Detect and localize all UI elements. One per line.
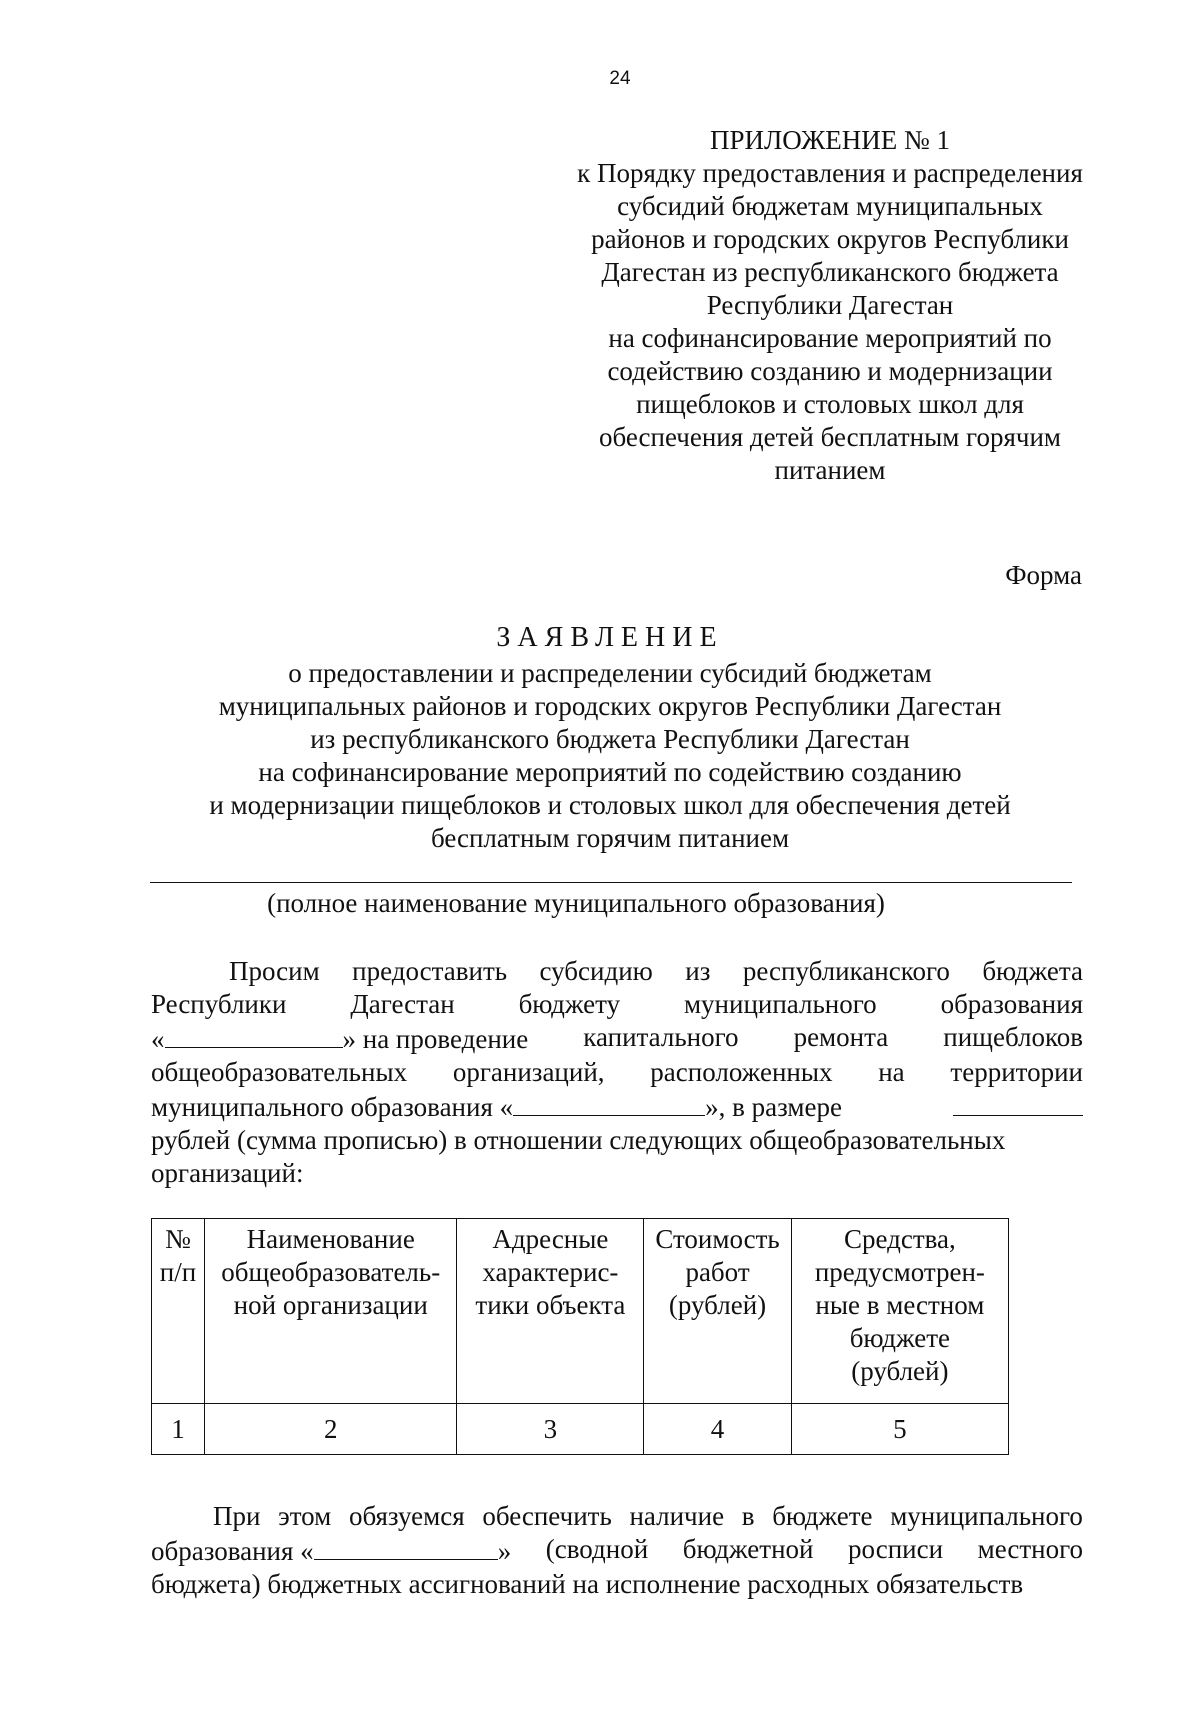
word: общеобразовательных [151, 1057, 408, 1087]
appendix-line: на софинансирование мероприятий по [608, 323, 1052, 353]
form-label: Форма [1005, 560, 1082, 590]
municipality-blank-1[interactable] [165, 1021, 343, 1048]
municipality-blank-2[interactable] [513, 1089, 705, 1116]
table-cell: 5 [791, 1404, 1008, 1455]
word: бюджетной [682, 1534, 814, 1564]
paragraph-line [151, 1533, 1083, 1568]
word-group [151, 1021, 528, 1056]
word: капитального [583, 1022, 739, 1052]
appendix-header [510, 124, 1150, 487]
word: муниципального [683, 989, 877, 1019]
word: бюджету [518, 989, 621, 1019]
subtitle-line: бесплатным горячим питанием [430, 823, 790, 853]
paragraph-line [151, 1056, 1083, 1089]
text: бюджета) бюджетных ассигнований на исполнение расходных обязательств [151, 1569, 1024, 1599]
word: При [213, 1501, 261, 1531]
appendix-line: районов и городских округов Республики [591, 224, 1069, 254]
text: образования « [151, 1536, 314, 1566]
word: образования [940, 989, 1083, 1019]
word: местного [977, 1534, 1083, 1564]
word: Просим [229, 956, 320, 986]
subtitle-line: и модернизации пищеблоков и столовых школ для обеспечения детей [209, 790, 1011, 820]
text: муниципального образования « [151, 1092, 514, 1122]
close-quote-text: » на проведение [342, 1024, 529, 1054]
text: организаций: [151, 1158, 304, 1188]
table-cell: 2 [205, 1404, 457, 1455]
word: муниципального [890, 1501, 1083, 1531]
header-organization-name: Наименование общеобразователь- ной организации [205, 1219, 457, 1404]
statement-subtitle [150, 657, 1070, 855]
header-address: Адресные характерис- тики объекта [457, 1219, 644, 1404]
subtitle-line: из республиканского бюджета Республики Дагестан [310, 724, 910, 754]
word: обязуемся [348, 1501, 465, 1531]
paragraph-line [151, 1568, 1083, 1601]
open-quote: « [151, 1024, 165, 1054]
municipality-blank-3[interactable] [314, 1533, 498, 1560]
word: Дагестан [350, 989, 455, 1019]
word: этом [278, 1501, 332, 1531]
text: », в размере [705, 1092, 842, 1122]
word: наличие [629, 1501, 725, 1531]
appendix-line: к Порядку предоставления и распределения [577, 158, 1083, 188]
subtitle-line: на софинансирование мероприятий по содействию созданию [258, 757, 962, 787]
subtitle-line: о предоставлении и распределении субсидий бюджетам [288, 658, 932, 688]
municipality-caption: (полное наименование муниципального образования) [267, 888, 885, 918]
appendix-line: содействию созданию и модернизации [607, 356, 1053, 386]
paragraph-line [151, 988, 1083, 1021]
word: субсидию [539, 956, 653, 986]
word: территории [950, 1057, 1083, 1087]
table-row [152, 1404, 1009, 1455]
header-cost: Стоимость работ (рублей) [644, 1219, 791, 1404]
table-header-row [152, 1219, 1009, 1404]
paragraph-line [151, 1157, 1083, 1190]
appendix-title: ПРИЛОЖЕНИЕ № 1 [709, 125, 951, 155]
page-number: 24 [609, 68, 631, 89]
paragraph-line [151, 1500, 1083, 1533]
word: расположенных [650, 1057, 833, 1087]
paragraph-line [151, 1089, 1083, 1124]
word: пищеблоков [943, 1022, 1083, 1052]
request-paragraph [151, 955, 1083, 1190]
header-local-budget-funds: Средства, предусмотрен- ные в местном бюджете (рублей) [791, 1219, 1008, 1404]
appendix-line: обеспечения детей бесплатным горячим [598, 422, 1061, 452]
amount-blank[interactable] [953, 1089, 1083, 1116]
word: росписи [848, 1534, 944, 1564]
text: рублей (сумма прописью) в отношении следующих общеобразовательных [151, 1125, 1006, 1155]
appendix-line: субсидий бюджетам муниципальных [617, 191, 1043, 221]
appendix-line: пищеблоков и столовых школ для [636, 389, 1024, 419]
word: бюджета [982, 956, 1083, 986]
table-cell: 3 [457, 1404, 644, 1455]
word: бюджете [772, 1501, 873, 1531]
word: обеспечить [482, 1501, 612, 1531]
word: предоставить [352, 956, 508, 986]
word: (сводной [545, 1534, 649, 1564]
table-cell: 1 [152, 1404, 205, 1455]
municipality-name-field[interactable] [150, 882, 1072, 883]
word: организаций, [452, 1057, 605, 1087]
text: » [497, 1536, 512, 1566]
obligation-paragraph [151, 1500, 1083, 1601]
appendix-line: Республики Дагестан [706, 290, 954, 320]
word: на [878, 1057, 905, 1087]
word: Республики [151, 989, 287, 1019]
table-cell: 4 [644, 1404, 791, 1455]
paragraph-line [151, 1124, 1083, 1157]
statement-title: ЗАЯВЛЕНИЕ [496, 622, 724, 653]
header-number: № п/п [152, 1219, 205, 1404]
word: республиканского [742, 956, 950, 986]
word: ремонта [793, 1022, 889, 1052]
subtitle-line: муниципальных районов и городских округов Республики Дагестан [218, 691, 1002, 721]
paragraph-line [151, 1021, 1083, 1056]
word-group [151, 1089, 842, 1124]
word: из [685, 956, 711, 986]
appendix-line: питанием [774, 455, 886, 485]
appendix-line: Дагестан из республиканского бюджета [601, 257, 1059, 287]
organizations-table [151, 1218, 1009, 1455]
paragraph-line [151, 955, 1083, 988]
word: в [741, 1501, 755, 1531]
word-group [151, 1533, 511, 1568]
